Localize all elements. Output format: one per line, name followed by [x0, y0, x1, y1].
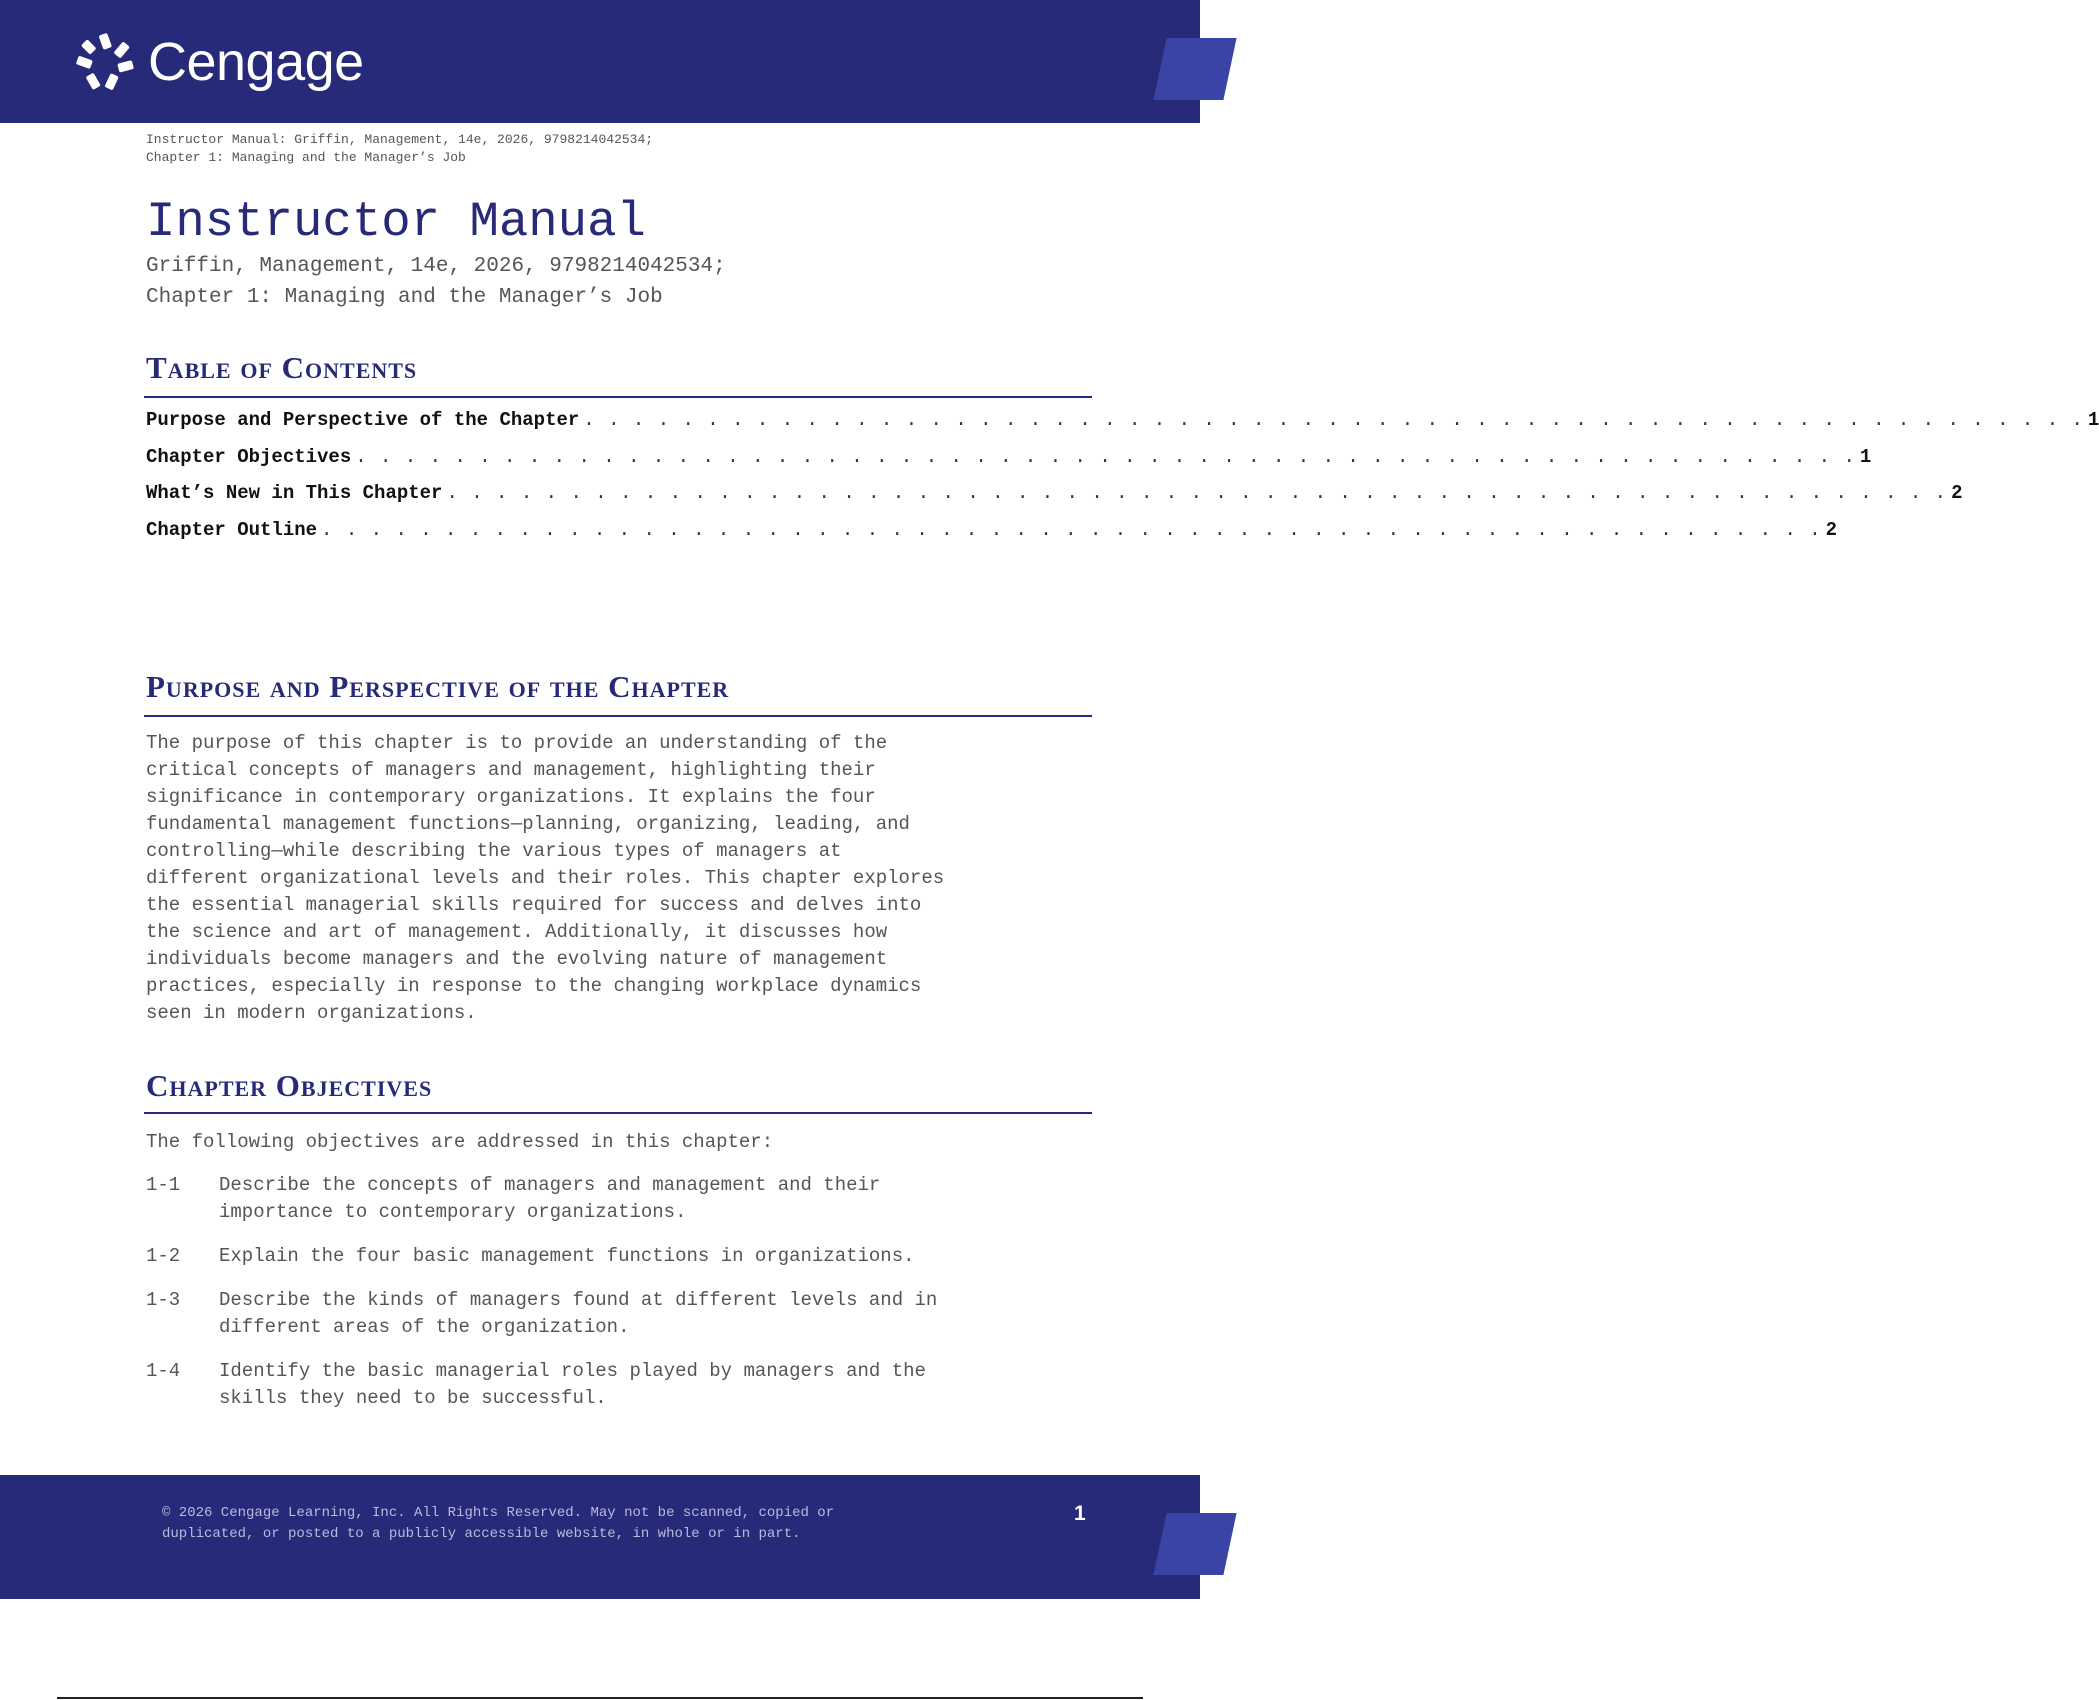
footer-band	[0, 1475, 1200, 1599]
purpose-divider	[144, 715, 1092, 717]
copyright-notice: © 2026 Cengage Learning, Inc. All Rights Reserved. May not be scanned, copied or duplicated, or posted to a publicly accessible website, in whole or in part.	[162, 1505, 835, 1542]
toc-entry[interactable]	[146, 445, 1872, 483]
objective-number: 1-3	[146, 1289, 181, 1311]
toc-entry[interactable]	[146, 518, 1838, 556]
objectives-divider	[144, 1112, 1092, 1114]
purpose-heading: Purpose and Perspective of the Chapter	[146, 669, 730, 704]
header-band	[0, 0, 1200, 123]
toc-entry-label[interactable]: Chapter Outline	[146, 518, 318, 541]
objectives-heading: Chapter Objectives	[146, 1068, 433, 1103]
toc-entry-label[interactable]: Purpose and Perspective of the Chapter	[146, 409, 580, 431]
toc-entry[interactable]	[146, 409, 2099, 446]
cengage-logo-icon	[75, 32, 137, 92]
toc-dot-leader: . . . . . . . . . . . . . . . . . . . . . . . . . . . . . . . . . . . . . . . . . . . . . . . . . . . . . . . . . . . . .	[446, 482, 1948, 504]
list-item	[146, 1243, 1086, 1270]
page-subtitle	[146, 251, 726, 313]
objective-text: Identify the basic managerial roles played by managers and the skills they need to be successful.	[219, 1360, 926, 1409]
toc-heading: Table of Contents	[146, 350, 418, 385]
list-item	[146, 1358, 1086, 1412]
toc-dot-leader: . . . . . . . . . . . . . . . . . . . . . . . . . . . . . . . . . . . . . . . . . . . . . . . . . . . . . . . . . . . . .	[583, 409, 2084, 431]
running-header-line-2: Chapter 1: Managing and the Manager’s Job	[146, 150, 466, 165]
toc-entry-page: 2	[1825, 518, 1838, 541]
toc-divider	[144, 396, 1092, 398]
toc-entry-page: 1	[1859, 445, 1872, 468]
running-header-line-1: Instructor Manual: Griffin, Management, 14e, 2026, 9798214042534;	[146, 132, 654, 147]
toc-entry-label[interactable]: Chapter Objectives	[146, 445, 352, 468]
page-title: Instructor Manual	[146, 194, 646, 250]
toc-entry-page: 2	[1951, 482, 1963, 504]
footer-corner-decoration	[1153, 1513, 1236, 1575]
header-corner-decoration	[1153, 38, 1236, 100]
objective-text: Explain the four basic management functions in organizations.	[219, 1245, 915, 1267]
table-of-contents	[146, 409, 2099, 555]
brand-name: Cengage	[148, 32, 364, 92]
objective-number: 1-4	[146, 1360, 181, 1382]
toc-dot-leader: . . . . . . . . . . . . . . . . . . . . . . . . . . . . . . . . . . . . . . . . . . . . . . . . . . . . . . . . . . . . .	[355, 445, 1856, 468]
objective-text: Describe the kinds of managers found at different levels and in different areas of the organization.	[219, 1289, 938, 1338]
objectives-list	[146, 1172, 1086, 1429]
purpose-paragraph: The purpose of this chapter is to provide an understanding of the critical concepts of managers and management, highlighting their significance in contemporary organizations. It explains the four fundamental management functions—planning, organizing, leading, and controlling—while describing the various types of managers at different organizational levels and their roles. This chapter explores the essential managerial skills required for success and delves into the science and art of management. Additionally, it discusses how individuals become managers and the evolving nature of management practices, especially in response to the changing workplace dynamics seen in modern organizations.	[146, 732, 945, 1024]
list-item	[146, 1172, 1086, 1226]
toc-entry-label[interactable]: What’s New in This Chapter	[146, 482, 443, 504]
page-number: 1	[1074, 1502, 1086, 1525]
page-bottom-divider	[57, 1697, 1143, 1699]
toc-entry-page: 1	[2087, 409, 2099, 431]
list-item	[146, 1287, 1086, 1341]
toc-entry[interactable]	[146, 482, 1963, 519]
toc-dot-leader: . . . . . . . . . . . . . . . . . . . . . . . . . . . . . . . . . . . . . . . . . . . . . . . . . . . . . . . . . . . . .	[321, 518, 1822, 541]
page-running-header	[146, 131, 653, 167]
objective-text: Describe the concepts of managers and management and their importance to contemporary organizations.	[219, 1174, 881, 1223]
objective-number: 1-1	[146, 1174, 181, 1196]
subtitle-line-1: Griffin, Management, 14e, 2026, 9798214042534;	[146, 255, 726, 278]
objectives-intro: The following objectives are addressed in this chapter:	[146, 1131, 774, 1153]
objective-number: 1-2	[146, 1245, 181, 1267]
subtitle-line-2: Chapter 1: Managing and the Manager’s Job	[146, 286, 663, 309]
